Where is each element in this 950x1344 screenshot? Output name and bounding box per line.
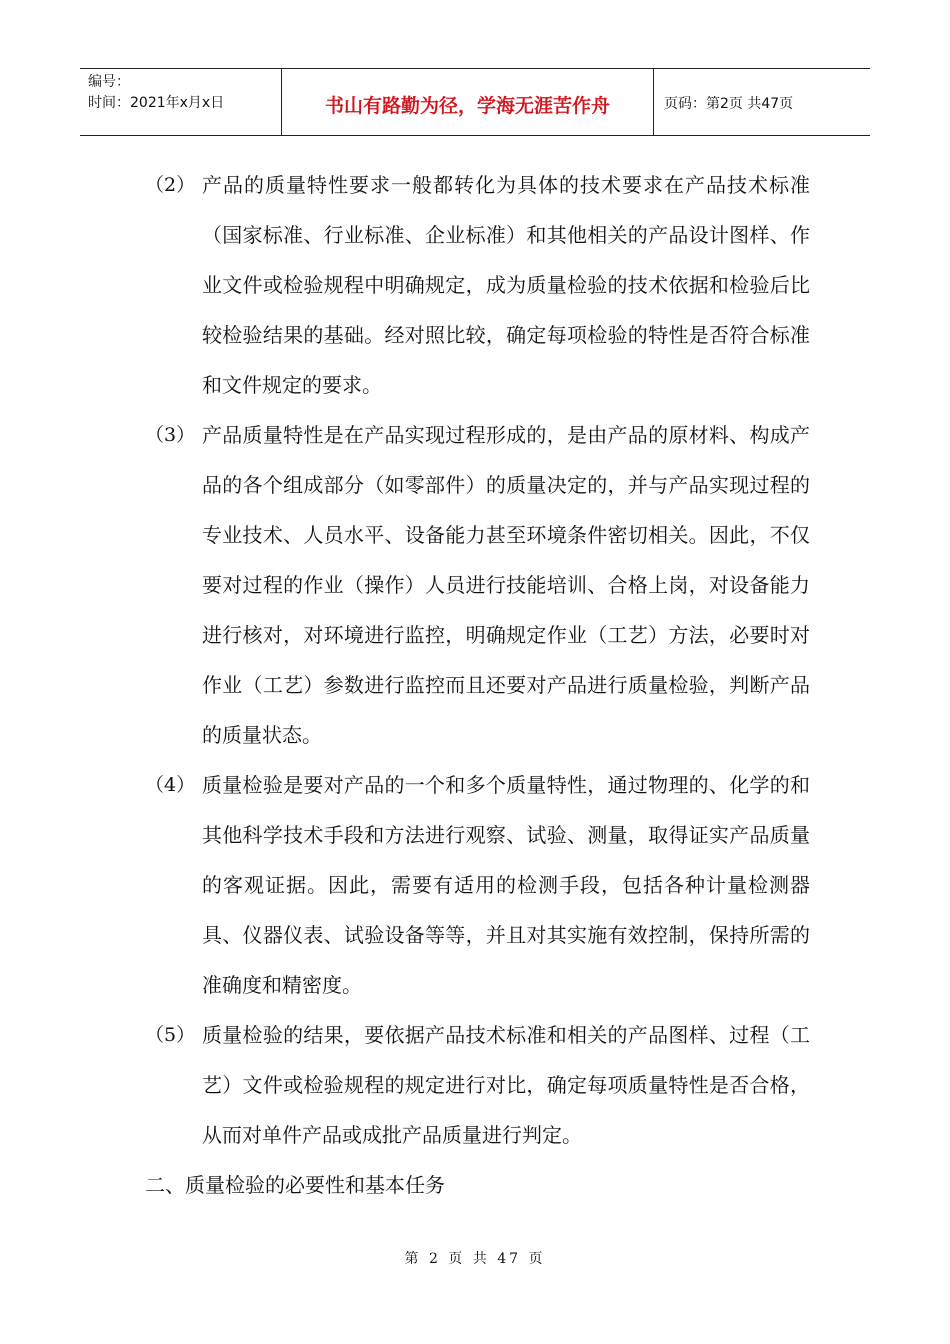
list-item-number: （5） (145, 1024, 196, 1046)
page-footer: 第 2 页 共 47 页 (404, 1251, 546, 1267)
list-item-number: （4） (145, 774, 196, 796)
list-item-text: 质量检验的结果，要依据产品技术标准和相关的产品图样、过程（工艺）文件或检验规程的规定进行对比，确定每项质量特性是否合格，从而对单件产品或成批产品质量进行判定。 (202, 1023, 810, 1147)
list-item-number: （2） (145, 174, 196, 196)
list-item-number: （3） (145, 424, 196, 446)
list-item (145, 1010, 810, 1160)
header-page-info: 页码：第2页 共47页 (664, 96, 794, 112)
section-heading: 二、质量检验的必要性和基本任务 (145, 1173, 445, 1197)
list-item-text: 质量检验是要对产品的一个和多个质量特性，通过物理的、化学的和其他科学技术手段和方法进行观察、试验、测量，取得证实产品质量的客观证据。因此，需要有适用的检测手段，包括各种计量检测器具、仪器仪表、试验设备等等，并且对其实施有效控制，保持所需的准确度和精密度。 (202, 773, 810, 997)
header-meta (80, 69, 282, 135)
document-time-label: 时间：2021年x月x日 (88, 95, 225, 111)
list-item-text: 产品的质量特性要求一般都转化为具体的技术要求在产品技术标准（国家标准、行业标准、企业标准）和其他相关的产品设计图样、作业文件或检验规程中明确规定，成为质量检验的技术依据和检验后比较检验结果的基础。经对照比较，确定每项检验的特性是否符合标准和文件规定的要求。 (202, 173, 810, 397)
document-body (0, 160, 950, 1210)
list-item-text: 产品质量特性是在产品实现过程形成的，是由产品的原材料、构成产品的各个组成部分（如零部件）的质量决定的，并与产品实现过程的专业技术、人员水平、设备能力甚至环境条件密切相关。因此，不仅要对过程的作业（操作）人员进行技能培训、合格上岗，对设备能力进行核对，对环境进行监控，明确规定作业（工艺）方法，必要时对作业（工艺）参数进行监控而且还要对产品进行质量检验，判断产品的质量状态。 (202, 423, 810, 747)
list-item (145, 410, 810, 760)
header-motto: 书山有路勤为径，学海无涯苦作舟 (282, 69, 654, 135)
page-header (80, 68, 870, 136)
list-item (145, 760, 810, 1010)
document-number-label: 编号： (88, 74, 130, 90)
list-item (145, 160, 810, 410)
